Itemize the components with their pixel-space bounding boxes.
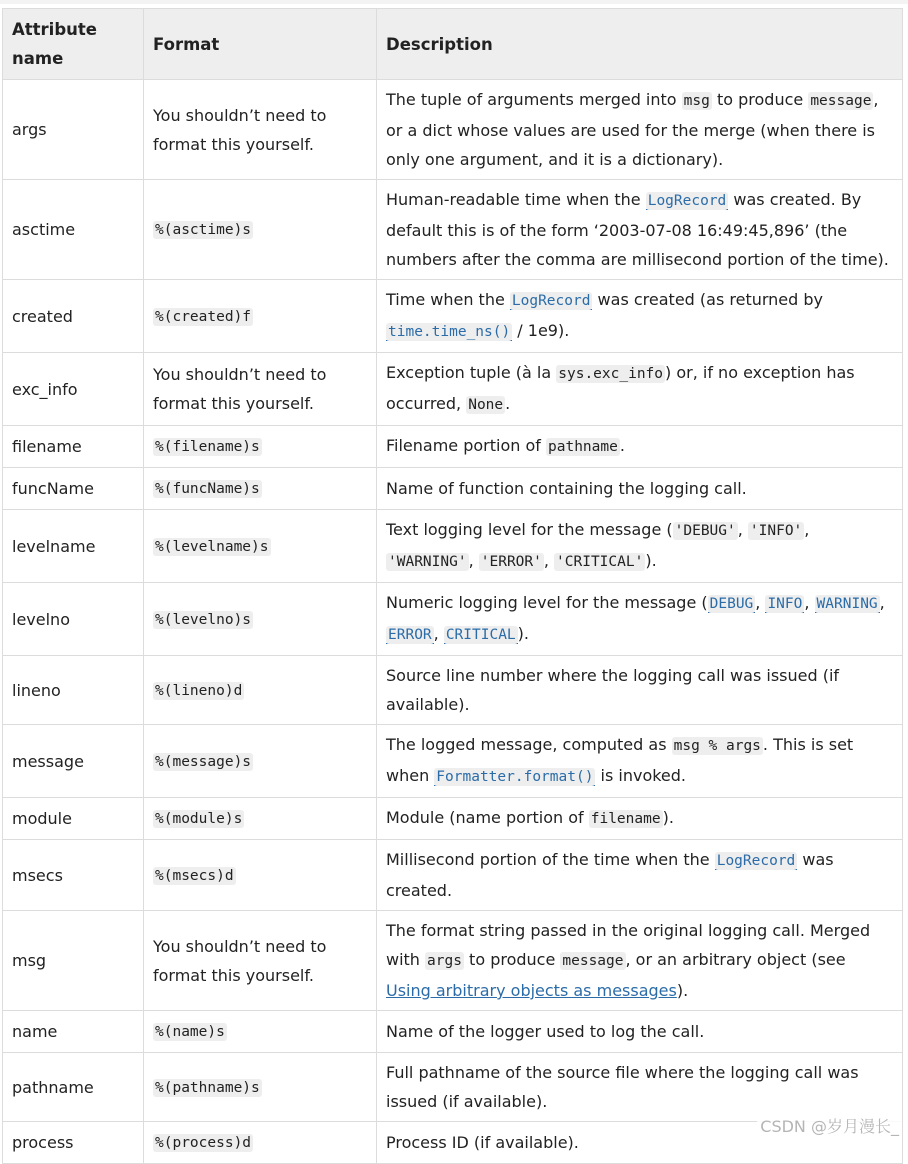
format-code: %(filename)s xyxy=(155,439,260,455)
description-cell: The tuple of arguments merged into msg to produce message , or a dict whose values are used for the merge (when there is only one argument, and it is a dictionary). xyxy=(377,80,903,180)
description-cell: Numeric logging level for the message ( DEBUG , INFO , WARNING , ERROR , CRITICAL ). xyxy=(377,583,903,656)
table-row xyxy=(3,80,903,180)
attribute-name-cell: asctime xyxy=(3,180,144,280)
description-cell: Module (name portion of filename ). xyxy=(377,798,903,840)
logrecord-attributes-table xyxy=(2,8,903,1164)
inline-code: pathname xyxy=(548,439,618,455)
doc-link[interactable]: Using arbitrary objects as messages xyxy=(386,981,677,1000)
format-cell xyxy=(144,798,377,840)
format-cell xyxy=(144,426,377,468)
attribute-name-cell: process xyxy=(3,1122,144,1164)
reference-link[interactable]: CRITICAL xyxy=(444,624,518,644)
format-code: %(module)s xyxy=(155,811,243,827)
inline-code: msg % args xyxy=(673,738,761,754)
inline-code: message xyxy=(810,93,872,109)
format-code: %(funcName)s xyxy=(155,481,260,497)
description-cell: Source line number where the logging call was issued (if available). xyxy=(377,656,903,725)
description-cell: The format string passed in the original logging call. Merged with args to produce message , or an arbitrary object (see Using arbitrary objects as messages). xyxy=(377,911,903,1011)
format-cell xyxy=(144,725,377,798)
top-divider xyxy=(0,0,908,4)
reference-link[interactable]: WARNING xyxy=(815,593,880,613)
inline-code: 'INFO' xyxy=(749,523,803,539)
format-cell xyxy=(144,280,377,353)
csdn-watermark: CSDN @岁月漫长_ xyxy=(757,1114,902,1137)
attribute-name-cell: filename xyxy=(3,426,144,468)
attribute-name-cell: name xyxy=(3,1011,144,1053)
format-code: %(message)s xyxy=(155,753,252,770)
format-cell xyxy=(144,1122,377,1164)
description-cell: The logged message, computed as msg % args . This is set when Formatter.format() is invoked. xyxy=(377,725,903,798)
format-cell: You shouldn’t need to format this yourself. xyxy=(144,80,377,180)
table-row xyxy=(3,510,903,583)
format-code: %(pathname)s xyxy=(155,1079,260,1096)
description-cell: Exception tuple (à la sys.exc_info ) or, if no exception has occurred, None . xyxy=(377,353,903,426)
format-code: %(created)f xyxy=(155,308,252,325)
format-code: %(msecs)d xyxy=(155,867,234,884)
table-row xyxy=(3,180,903,280)
format-code: %(process)d xyxy=(155,1135,252,1151)
inline-code: filename xyxy=(590,811,661,827)
format-cell xyxy=(144,1053,377,1122)
reference-link[interactable]: LogRecord xyxy=(646,190,729,210)
header-format: Format xyxy=(144,9,377,80)
attribute-name-cell: module xyxy=(3,798,144,840)
description-cell: Human-readable time when the LogRecord was created. By default this is of the form ‘2003-07-08 16:49:45,896’ (the numbers after the comma are millisecond portion of the time). xyxy=(377,180,903,280)
description-cell: Time when the LogRecord was created (as returned by time.time_ns() / 1e9). xyxy=(377,280,903,353)
description-cell: Process ID (if available). xyxy=(377,1122,903,1164)
header-attribute-name: Attribute name xyxy=(3,9,144,80)
format-cell xyxy=(144,840,377,911)
inline-code: 'CRITICAL' xyxy=(556,554,644,570)
format-cell xyxy=(144,510,377,583)
format-code: %(name)s xyxy=(155,1024,225,1040)
description-cell: Name of the logger used to log the call. xyxy=(377,1011,903,1053)
attribute-name-cell: msecs xyxy=(3,840,144,911)
attribute-name-cell: created xyxy=(3,280,144,353)
description-cell: Name of function containing the logging call. xyxy=(377,468,903,510)
format-cell xyxy=(144,1011,377,1053)
attribute-name-cell: pathname xyxy=(3,1053,144,1122)
attribute-name-cell: exc_info xyxy=(3,353,144,426)
table-header-row xyxy=(3,9,903,80)
inline-code: None xyxy=(468,397,504,413)
description-cell: Millisecond portion of the time when the LogRecord was created. xyxy=(377,840,903,911)
table-row xyxy=(3,468,903,510)
inline-code: msg xyxy=(683,93,710,109)
table-row xyxy=(3,1053,903,1122)
table-row xyxy=(3,840,903,911)
table-row xyxy=(3,426,903,468)
reference-link[interactable]: time.time_ns() xyxy=(386,321,512,341)
table-row xyxy=(3,583,903,656)
table-row xyxy=(3,1011,903,1053)
inline-code: sys.exc_info xyxy=(558,366,664,382)
attribute-name-cell: msg xyxy=(3,911,144,1011)
attribute-name-cell: levelname xyxy=(3,510,144,583)
inline-code: 'WARNING' xyxy=(388,554,467,570)
format-cell: You shouldn’t need to format this yourself. xyxy=(144,353,377,426)
inline-code: message xyxy=(562,953,624,969)
format-cell: You shouldn’t need to format this yourself. xyxy=(144,911,377,1011)
header-description: Description xyxy=(377,9,903,80)
description-cell: Full pathname of the source file where the logging call was issued (if available). xyxy=(377,1053,903,1122)
attribute-name-cell: levelno xyxy=(3,583,144,656)
format-cell xyxy=(144,656,377,725)
table-row xyxy=(3,725,903,798)
attribute-name-cell: message xyxy=(3,725,144,798)
format-cell xyxy=(144,180,377,280)
reference-link[interactable]: INFO xyxy=(765,593,804,613)
reference-link[interactable]: LogRecord xyxy=(715,850,798,870)
attribute-name-cell: args xyxy=(3,80,144,180)
inline-code: 'ERROR' xyxy=(480,554,542,570)
reference-link[interactable]: DEBUG xyxy=(708,593,756,613)
attribute-name-cell: lineno xyxy=(3,656,144,725)
inline-code: args xyxy=(427,953,462,969)
inline-code: 'DEBUG' xyxy=(674,523,736,539)
table-row xyxy=(3,280,903,353)
table-row xyxy=(3,798,903,840)
format-code: %(asctime)s xyxy=(155,222,252,238)
format-code: %(levelname)s xyxy=(155,538,269,555)
format-cell xyxy=(144,468,377,510)
table-row xyxy=(3,353,903,426)
description-cell: Filename portion of pathname . xyxy=(377,426,903,468)
reference-link[interactable]: LogRecord xyxy=(510,290,593,310)
table-row xyxy=(3,656,903,725)
format-code: %(levelno)s xyxy=(155,611,252,628)
description-cell: Text logging level for the message ( 'DEBUG' , 'INFO' , 'WARNING' , 'ERROR' , 'CRITICAL' ). xyxy=(377,510,903,583)
attribute-name-cell: funcName xyxy=(3,468,144,510)
table-row xyxy=(3,911,903,1011)
reference-link[interactable]: Formatter.format() xyxy=(434,766,595,786)
format-cell xyxy=(144,583,377,656)
reference-link[interactable]: ERROR xyxy=(386,624,434,644)
format-code: %(lineno)d xyxy=(155,682,243,699)
